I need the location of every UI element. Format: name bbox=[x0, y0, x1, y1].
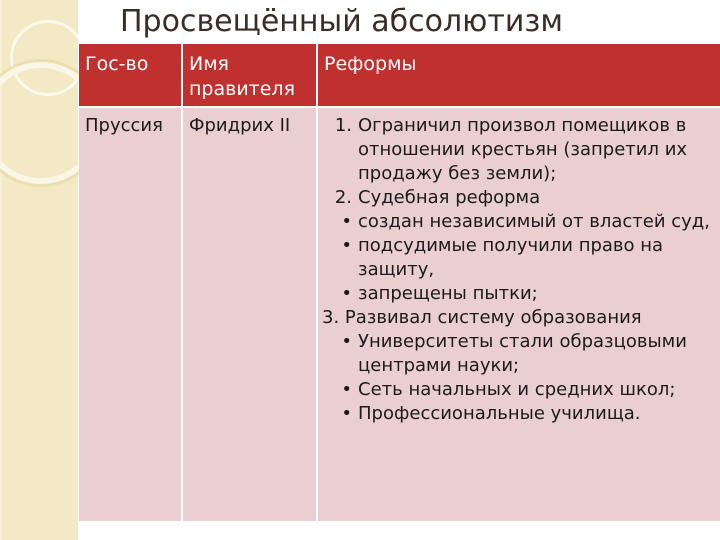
reform-text: создан независимый от властей суд, bbox=[358, 211, 710, 232]
bullet-icon: • bbox=[341, 235, 352, 256]
header-state: Гос-во bbox=[79, 44, 182, 107]
table-row bbox=[79, 107, 720, 521]
reform-text: 3. Развивал систему образования bbox=[322, 307, 642, 328]
reforms-table bbox=[79, 44, 720, 521]
header-reforms: Реформы bbox=[317, 44, 720, 107]
reform-item bbox=[318, 114, 718, 186]
reform-item bbox=[318, 306, 718, 330]
bullet-icon: • bbox=[341, 331, 352, 352]
cell-ruler: Фридрих II bbox=[182, 107, 317, 521]
reform-text: Университеты стали образцовыми центрами науки; bbox=[358, 331, 687, 376]
cell-reforms bbox=[317, 107, 720, 521]
decorative-side-band bbox=[0, 0, 78, 540]
bullet-icon: • bbox=[341, 379, 352, 400]
reform-item bbox=[318, 282, 718, 306]
reform-item bbox=[318, 210, 718, 234]
reform-text: Судебная реформа bbox=[358, 187, 541, 208]
bullet-icon: • bbox=[341, 211, 352, 232]
cell-state: Пруссия bbox=[79, 107, 182, 521]
reform-text: Ограничил произвол помещиков в отношении крестьян (запретил их продажу без земли); bbox=[358, 115, 688, 184]
reform-item bbox=[318, 186, 718, 210]
reform-marker: 1. bbox=[334, 115, 352, 136]
reform-text: запрещены пытки; bbox=[358, 283, 538, 304]
reform-text: Сеть начальных и средних школ; bbox=[358, 379, 676, 400]
reform-item bbox=[318, 330, 718, 378]
table-header-row bbox=[79, 44, 720, 107]
reform-marker: 2. bbox=[334, 187, 352, 208]
bullet-icon: • bbox=[341, 403, 352, 424]
reform-item bbox=[318, 378, 718, 402]
reform-text: подсудимые получили право на защиту, bbox=[358, 235, 664, 280]
reform-item bbox=[318, 402, 718, 426]
slide-title: Просвещённый абсолютизм bbox=[120, 4, 563, 39]
bullet-icon: • bbox=[341, 283, 352, 304]
reform-text: Профессиональные училища. bbox=[358, 403, 641, 424]
header-ruler: Имя правителя bbox=[182, 44, 317, 107]
reform-item bbox=[318, 234, 718, 282]
